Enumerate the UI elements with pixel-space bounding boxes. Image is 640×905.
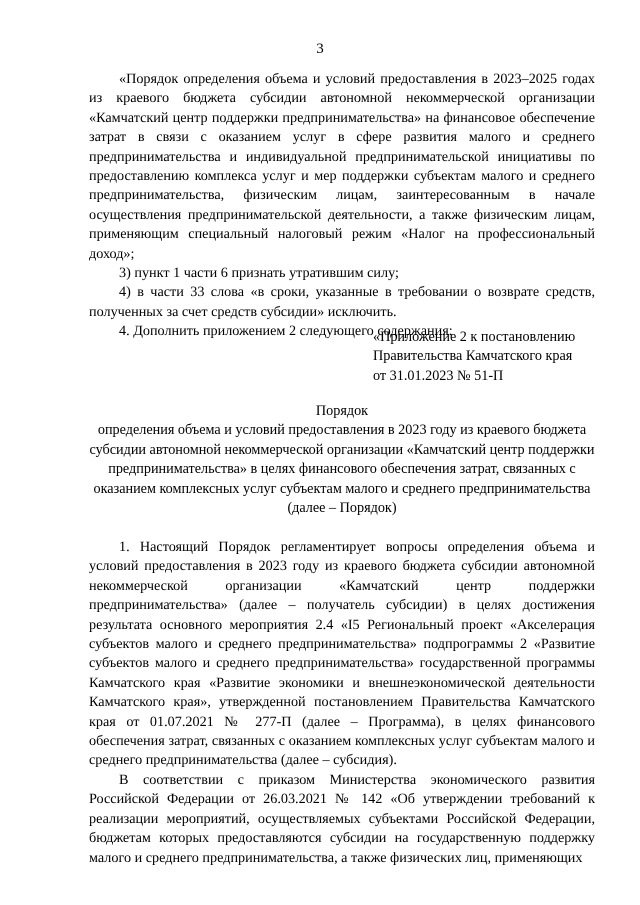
appendix-line-1: «Приложение 2 к постановлению [373, 329, 576, 345]
heading-subtitle: определения объема и условий предоставления в 2023 году из краевого бюджета субсидии автономной некоммерческой организации «Камчатский центр поддержки предпринимательства» в целях финансового обеспечения затрат, связанных с оказанием комплексных услуг субъектам малого и среднего предпринимательства (далее – Порядок) [89, 422, 595, 517]
procedure-heading [89, 402, 595, 518]
intro-paragraph-2: 3) пункт 1 части 6 признать утратившим силу; [119, 265, 399, 282]
body-paragraph-2: В соответствии с приказом Министерства экономического развития Российской Федерации от 26.03.2021 № 142 «Об утверждении требований к реализации мероприятий, осуществляемых субъектами Российской Федерации, бюджетам которых предоставляются субсидии на государственную поддержку малого и среднего предпринимательства, а также физических лиц, применяющих [89, 771, 595, 866]
appendix-header [373, 328, 613, 386]
appendix-line-2: Правительства Камчатского края [373, 348, 573, 365]
page-number: 3 [316, 41, 324, 57]
intro-paragraph-1: «Порядок определения объема и условий предоставления в 2023–2025 годах из краевого бюджета субсидии автономной некоммерческой организации «Камчатский центр поддержки предпринимательства» на финансовое обеспечение затрат в связи с оказанием услуг в сфере развития малого и среднего предпринимательства и индивидуальной предпринимательской инициативы по предоставлению комплекса услуг и мер поддержки субъектам малого и среднего предпринимательства, физическим лицам, заинтересованным в начале осуществления предпринимательской деятельности, а также физическим лицам, применяющим специальный налоговый режим «Налог на профессиональный доход»; [89, 71, 595, 262]
intro-paragraph-3: 4) в части 33 слова «в сроки, указанные в требовании о возврате средств, полученных за счет средств субсидии» исключить. [89, 284, 595, 320]
intro-section [89, 70, 595, 342]
heading-title: Порядок [315, 403, 369, 419]
body-section [89, 538, 595, 868]
appendix-line-3: от 31.01.2023 № 51-П [373, 367, 504, 384]
body-paragraph-1: 1. Настоящий Порядок регламентирует вопросы определения объема и условий предоставления в 2023 году из краевого бюджета субсидии автономной некоммерческой организации «Камчатский центр поддержки предпринимательства» (далее – получатель субсидии) в целях достижения результата основного мероприятия 2.4 «I5 Региональный проект «Акселерация субъектов малого и среднего предпринимательства» подпрограммы 2 «Развитие субъектов малого и среднего предпринимательства» государственной программы Камчатского края «Развитие экономики и внешнеэкономической деятельности Камчатского края», утвержденной постановлением Правительства Камчатского края от 01.07.2021 № 277-П (далее – Программа), в целях финансового обеспечения затрат, связанных с оказанием комплексных услуг субъектам малого и среднего предпринимательства (далее – субсидия). [89, 539, 595, 769]
intro-paragraph-4: 4. Дополнить приложением 2 следующего содержания: [119, 323, 453, 340]
